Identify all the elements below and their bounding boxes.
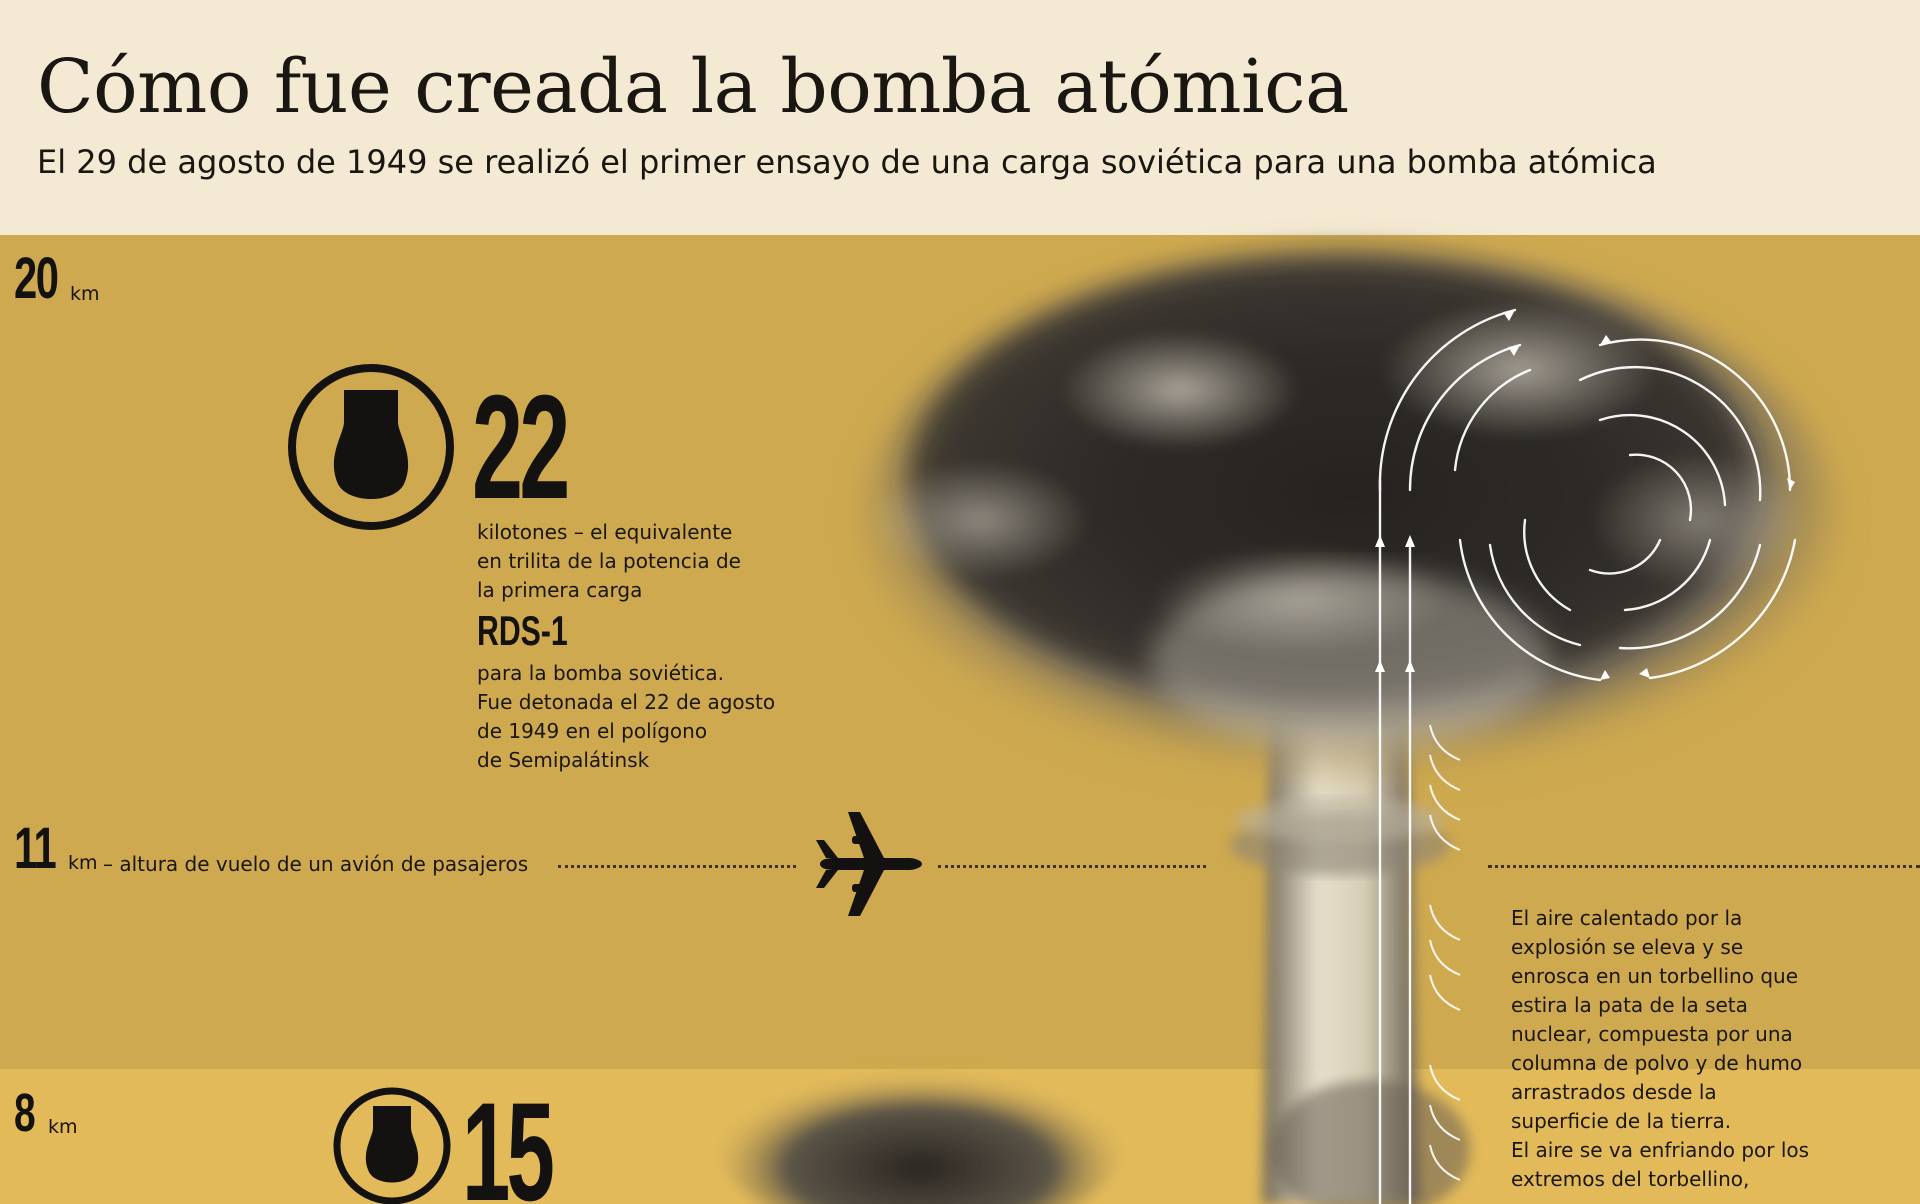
detonation-description: para la bomba soviética. Fue detonada el 22 de agosto de 1949 en el polígono de Semipalátinsk	[477, 661, 776, 772]
altitude-11km-label: – altura de vuelo de un avión de pasajeros	[103, 852, 529, 876]
altitude-8km	[14, 1083, 78, 1143]
altitude-11km-dotted-line	[938, 865, 1206, 868]
kilotons-description: kilotones – el equivalente en trilita de la potencia de la primera carga	[477, 520, 741, 602]
altitude-11km	[14, 816, 98, 881]
bomb-icon	[286, 362, 456, 532]
altitude-unit: km	[68, 852, 98, 874]
altitude-unit: km	[70, 283, 100, 305]
bomb-icon	[332, 1086, 452, 1204]
altitude-20km	[14, 246, 100, 311]
altitude-value: 20	[14, 246, 58, 311]
altitude-11km-dotted-line	[1488, 865, 1920, 868]
airplane-icon	[812, 806, 924, 918]
kilotons-number: 22	[472, 365, 567, 530]
altitude-value: 8	[14, 1083, 35, 1143]
altitude-unit: km	[48, 1116, 78, 1138]
vortex-explanation: El aire calentado por la explosión se eleva y se enrosca en un torbellino que estira la pata de la seta nuclear, compuesta por una columna de polvo y de humo arrastrados desde la superficie de la tierra. El aire se va enfriando por los extremos del torbellino,	[1511, 906, 1810, 1191]
header	[0, 0, 1920, 235]
charge-code: RDS-1	[477, 607, 568, 654]
page-subtitle: El 29 de agosto de 1949 se realizó el primer ensayo de una carga soviética para una bomba atómica	[37, 143, 1657, 181]
page-title: Cómo fue creada la bomba atómica	[37, 44, 1349, 130]
kilotons-number: 15	[462, 1073, 552, 1204]
altitude-11km-dotted-line	[558, 865, 796, 868]
altitude-value: 11	[14, 816, 56, 881]
